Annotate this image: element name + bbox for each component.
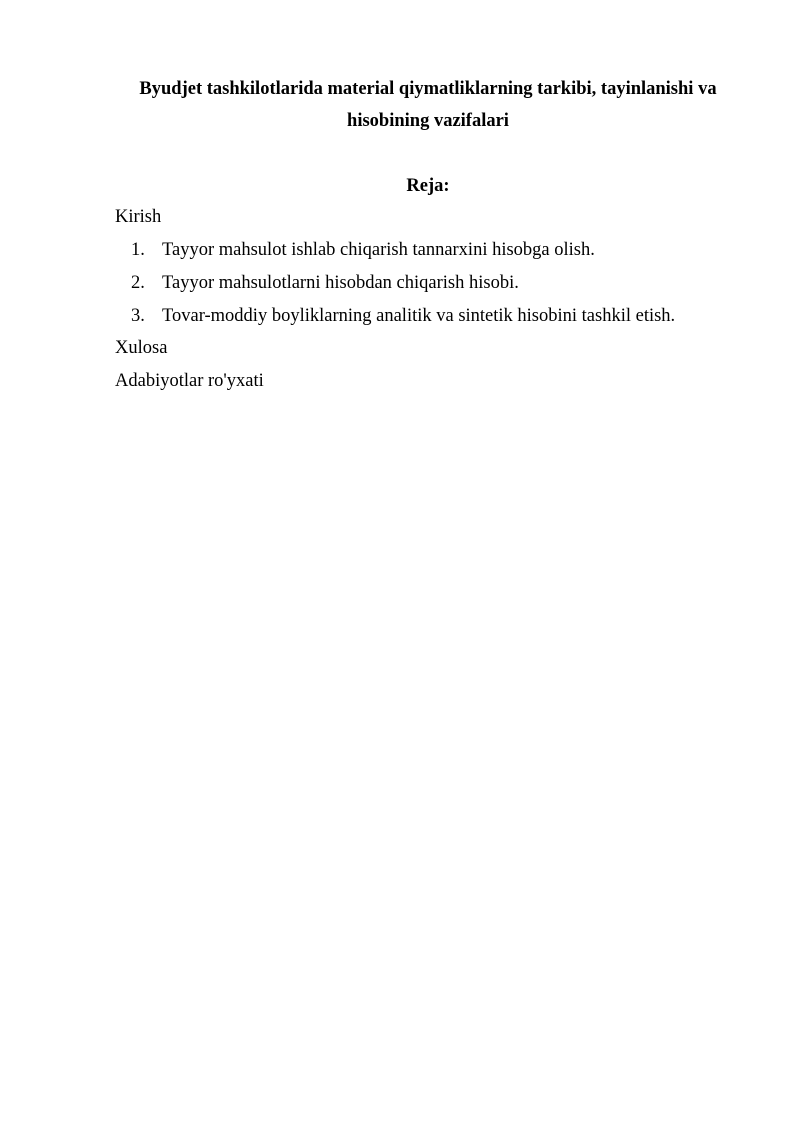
plan-heading: Reja: (406, 176, 450, 196)
plan-item-text: Tayyor mahsulot ishlab chiqarish tannarxini hisobga olish. (162, 240, 595, 260)
plan-item-text: Tovar-moddiy boyliklarning analitik va sintetik hisobini tashkil etish. (162, 306, 676, 326)
plan-item-text: Tayyor mahsulotlarni hisobdan chiqarish hisobi. (162, 273, 519, 293)
plan-item-number: 1. (131, 240, 145, 260)
plan-item-number: 2. (131, 273, 145, 293)
plan-item-number: 3. (131, 306, 145, 326)
references-line: Adabiyotlar ro'yxati (115, 371, 264, 391)
conclusion-line: Xulosa (115, 338, 168, 358)
intro-line: Kirish (115, 207, 162, 227)
document-title: Byudjet tashkilotlarida material qiymatliklarning tarkibi, tayinlanishi va hisobining vazifalari (139, 79, 717, 131)
